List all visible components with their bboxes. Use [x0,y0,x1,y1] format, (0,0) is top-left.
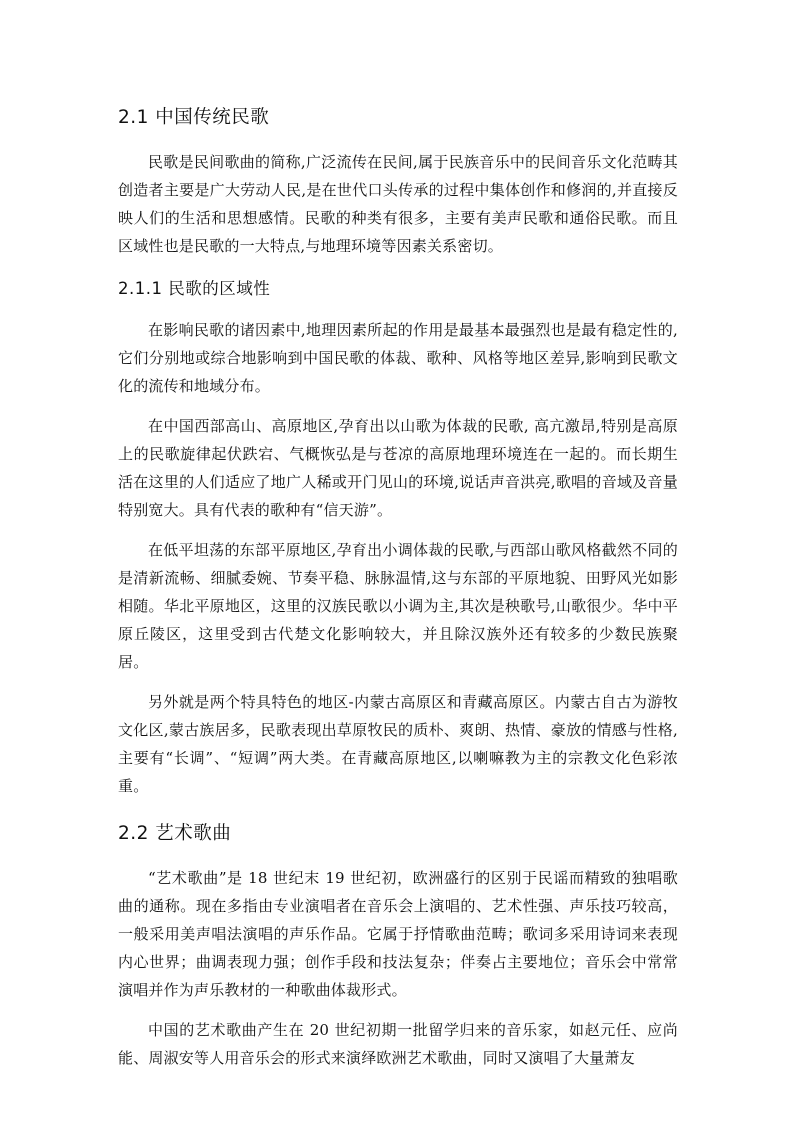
paragraph-mongolia-tibet: 另外就是两个特具特色的地区-内蒙古高原区和青藏高原区。内蒙古自古为游牧文化区,蒙古族居多，民歌表现出草原牧民的质朴、爽朗、热情、豪放的情感与性格,主要有“长调”、“短调”两大类。在青藏高原地区,以喇嘛教为主的宗教文化色彩浓重。 [118,693,678,795]
section-heading-2-2: 2.2 艺术歌曲 [118,823,232,844]
section-heading-2-1: 2.1 中国传统民歌 [118,107,270,128]
paragraph-eastern-plains: 在低平坦荡的东部平原地区,孕育出小调体裁的民歌,与西部山歌风格截然不同的是清新流畅、细腻委婉、节奏平稳、脉脉温情,这与东部的平原地貌、田野风光如影相随。华北平原地区，这里的汉族民歌以小调为主,其次是秧歌号,山歌很少。华中平原丘陵区，这里受到古代楚文化影响较大，并且除汉族外还有较多的少数民族聚居。 [118,541,678,671]
paragraph-folk-song-definition: 民歌是民间歌曲的简称,广泛流传在民间,属于民族音乐中的民间音乐文化范畴其创造者主要是广大劳动人民,是在世代口头传承的过程中集体创作和修润的,并直接反映人们的生活和思想感情。民歌的种类有很多，主要有美声民歌和通俗民歌。而且区域性也是民歌的一大特点,与地理环境等因素关系密切。 [118,153,678,255]
paragraph-geographic-factors: 在影响民歌的诸因素中,地理因素所起的作用是最基本最强烈也是最有稳定性的,它们分别地或综合地影响到中国民歌的体裁、歌种、风格等地区差异,影响到民歌文化的流传和地域分布。 [118,321,678,395]
paragraph-western-highlands: 在中国西部高山、高原地区,孕育出以山歌为体裁的民歌, 高亢激昂,特别是高原上的民歌旋律起伏跌宕、气概恢弘是与苍凉的高原地理环境连在一起的。而长期生活在这里的人们适应了地广人稀或开门见山的环境,说话声音洪亮,歌唱的音域及音量特别宽大。具有代表的歌种有“信天游”。 [118,417,678,519]
document-body [118,104,678,1084]
paragraph-art-song-definition: “艺术歌曲”是 18 世纪末 19 世纪初，欧洲盛行的区别于民谣而精致的独唱歌曲的通称。现在多指由专业演唱者在音乐会上演唱的、艺术性强、声乐技巧较高，一般采用美声唱法演唱的声乐作品。它属于抒情歌曲范畴；歌词多采用诗词来表现内心世界；曲调表现力强；创作手段和技法复杂；伴奏占主要地位；音乐会中常常演唱并作为声乐教材的一种歌曲体裁形式。 [118,869,678,999]
subsection-heading-2-1-1: 2.1.1 民歌的区域性 [118,279,271,298]
paragraph-chinese-art-song-origin: 中国的艺术歌曲产生在 20 世纪初期一批留学归来的音乐家，如赵元任、应尚能、周淑安等人用音乐会的形式来演绎欧洲艺术歌曲，同时又演唱了大量萧友 [118,1021,678,1067]
